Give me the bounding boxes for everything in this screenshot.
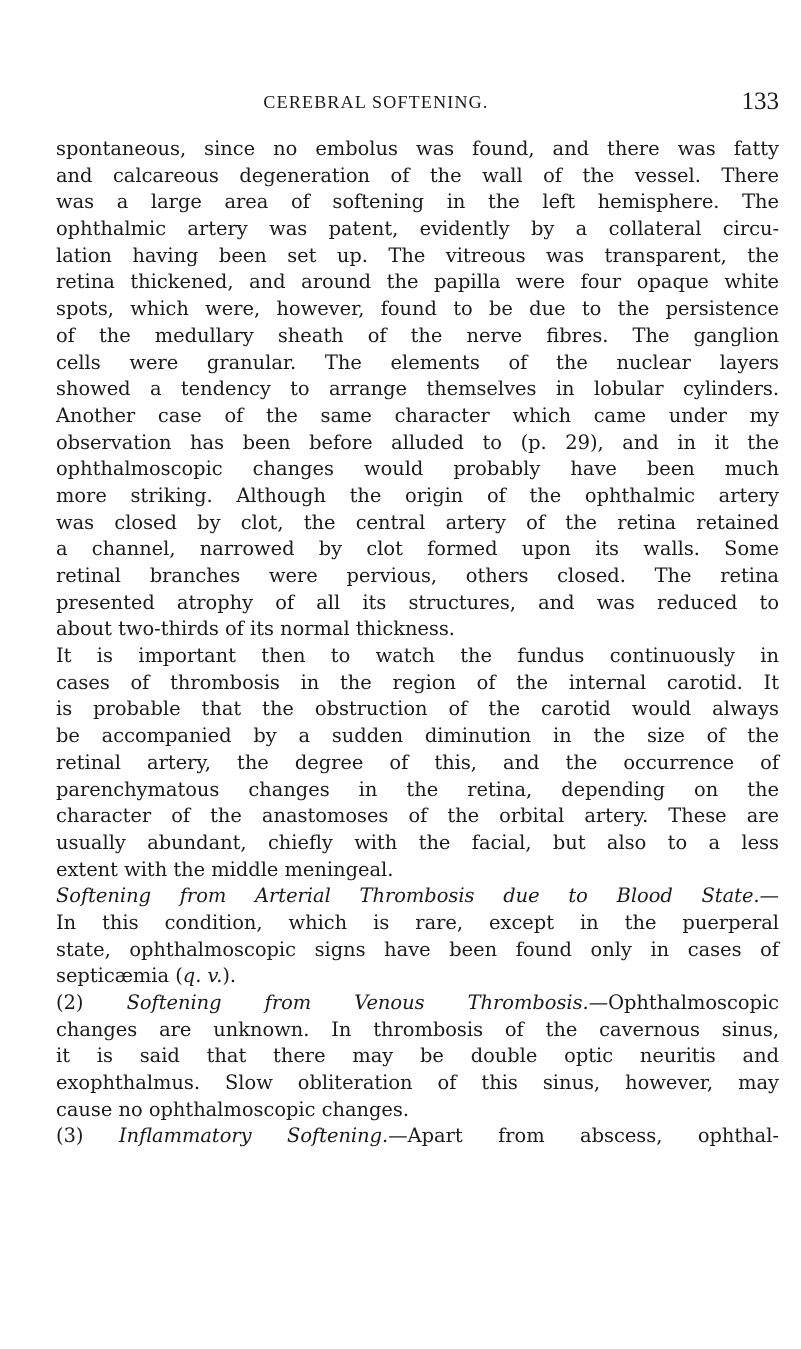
section-heading-text: Softening from Venous Thrombosis. <box>126 991 589 1014</box>
text-line: ophthalmic artery was patent, evidently by a collateral circu- <box>56 217 779 241</box>
text-line: presented atrophy of all its structures, and was reduced to <box>56 590 779 614</box>
running-head <box>56 88 779 118</box>
text-line: retinal artery, the degree of this, and the occurrence of <box>56 750 779 774</box>
text-line: of the medullary sheath of the nerve fibres. The ganglion <box>56 323 779 347</box>
text-line: cases of thrombosis in the region of the internal carotid. It <box>56 670 779 694</box>
section-number: (2) <box>56 991 84 1014</box>
text-line: retina thickened, and around the papilla were four opaque white <box>56 270 779 294</box>
heading-dash: — <box>759 884 779 908</box>
text-line: ophthalmoscopic changes would probably have been much <box>56 457 779 481</box>
text-line: character of the anastomoses of the orbital artery. These are <box>56 804 779 828</box>
section-heading-text: Softening from Arterial Thrombosis due to Blood State. <box>56 884 760 908</box>
text-line: cause no ophthalmoscopic changes. <box>56 1097 410 1121</box>
text-line: spots, which were, however, found to be due to the persistence <box>56 297 779 321</box>
text-line: cells were granular. The elements of the nuclear layers <box>56 350 779 374</box>
text-line: It is important then to watch the fundus continuously in <box>56 644 779 668</box>
page-number: 133 <box>741 88 779 115</box>
text-fragment-italic: q. v. <box>182 964 223 988</box>
text-line: more striking. Although the origin of the ophthalmic artery <box>56 483 779 507</box>
text-fragment: ). <box>222 964 237 988</box>
text-line: extent with the middle meningeal. <box>56 857 394 881</box>
text-line: Another case of the same character which came under my <box>56 403 779 427</box>
section-heading-arterial <box>56 883 779 910</box>
text-line: parenchymatous changes in the retina, depending on the <box>56 777 779 801</box>
text-line: and calcareous degeneration of the wall of the vessel. There <box>56 163 779 187</box>
text-line: lation having been set up. The vitreous was transparent, the <box>56 243 779 267</box>
text-line: observation has been before alluded to (p. 29), and in it the <box>56 430 779 454</box>
text-line <box>56 963 779 990</box>
text-line: usually abundant, chiefly with the facial, but also to a less <box>56 830 779 854</box>
text-line: In this condition, which is rare, except in the puerperal <box>56 910 779 934</box>
text-fragment: septicæmia ( <box>56 964 183 988</box>
text-line: retinal branches were pervious, others closed. The retina <box>56 564 779 587</box>
text-line: changes are unknown. In thrombosis of the cavernous sinus, <box>56 1017 779 1041</box>
section-lead-text: —Apart from abscess, ophthal- <box>388 1124 779 1148</box>
text-line: was closed by clot, the central artery of the retina retained <box>56 510 779 534</box>
text-line: a channel, narrowed by clot formed upon its walls. Some <box>56 537 779 561</box>
section-lead-text: —Ophthalmoscopic <box>588 991 779 1014</box>
section-heading-venous <box>56 990 779 1017</box>
text-line: spontaneous, since no embolus was found, and there was fatty <box>56 137 779 160</box>
text-line: it is said that there may be double optic neuritis and <box>56 1044 779 1068</box>
running-title: CEREBRAL SOFTENING. <box>263 92 489 112</box>
text-line: was a large area of softening in the left hemisphere. The <box>56 190 779 214</box>
text-line: is probable that the obstruction of the carotid would always <box>56 697 779 721</box>
text-line: showed a tendency to arrange themselves in lobular cylinders. <box>56 377 779 401</box>
text-line: exophthalmus. Slow obliteration of this sinus, however, may <box>56 1071 779 1095</box>
text-line: be accompanied by a sudden diminution in the size of the <box>56 724 779 748</box>
section-heading-text: Inflammatory Softening. <box>118 1124 389 1148</box>
text-line: about two-thirds of its normal thickness. <box>56 617 455 641</box>
text-line: state, ophthalmoscopic signs have been found only in cases of <box>56 937 779 961</box>
section-heading-inflammatory <box>56 1123 779 1150</box>
section-number: (3) <box>56 1124 84 1148</box>
body-text <box>56 136 779 1150</box>
